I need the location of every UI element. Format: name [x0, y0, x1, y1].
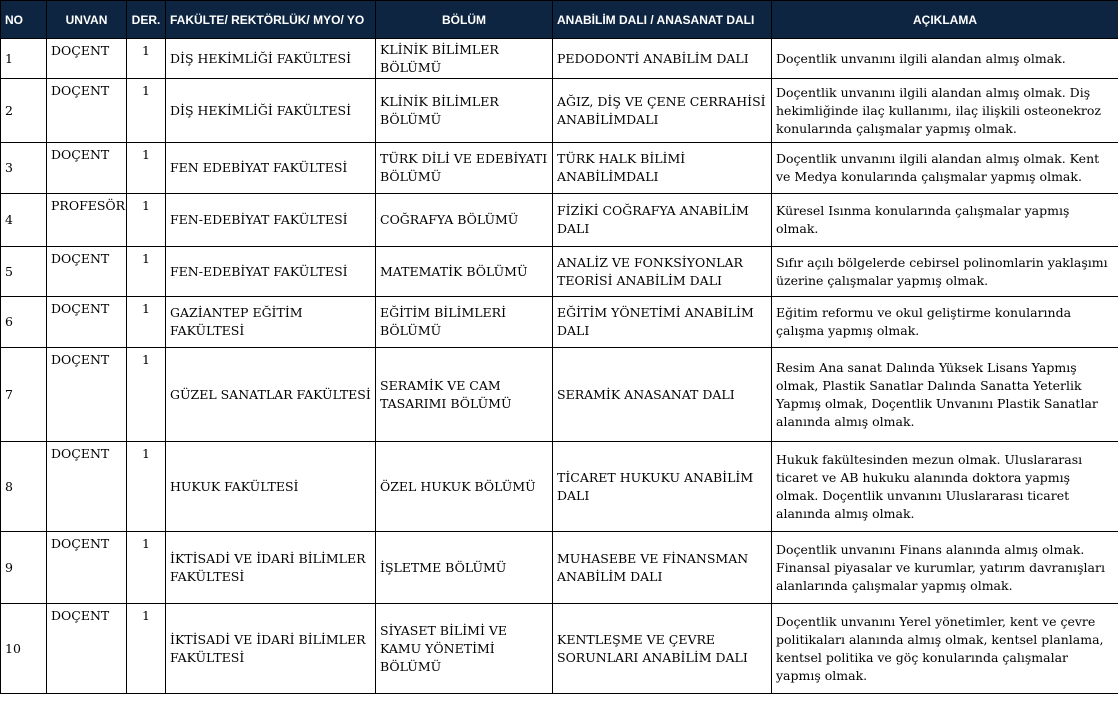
- cell-no: 8: [1, 442, 47, 532]
- cell-bolum: COĞRAFYA BÖLÜMÜ: [376, 194, 553, 247]
- cell-bolum: SİYASET BİLİMİ VE KAMU YÖNETİMİ BÖLÜMÜ: [376, 604, 553, 694]
- cell-anabilim: SERAMİK ANASANAT DALI: [553, 348, 772, 442]
- cell-der: 1: [127, 194, 166, 247]
- table-row: [1, 247, 1118, 297]
- col-header-bolum: BÖLÜM: [376, 1, 553, 39]
- cell-fakulte: FEN EDEBİYAT FAKÜLTESİ: [166, 143, 376, 194]
- col-header-aciklama: AÇIKLAMA: [772, 1, 1118, 39]
- cell-der: 1: [127, 442, 166, 532]
- cell-fakulte: İKTİSADİ VE İDARİ BİLİMLER FAKÜLTESİ: [166, 604, 376, 694]
- cell-anabilim: MUHASEBE VE FİNANSMAN ANABİLİM DALI: [553, 532, 772, 604]
- table-row: [1, 79, 1118, 143]
- cell-no: 3: [1, 143, 47, 194]
- cell-unvan: PROFESÖR: [47, 194, 127, 247]
- table-row: [1, 194, 1118, 247]
- cell-unvan: DOÇENT: [47, 39, 127, 79]
- cell-no: 2: [1, 79, 47, 143]
- cell-anabilim: PEDODONTİ ANABİLİM DALI: [553, 39, 772, 79]
- cell-fakulte: GAZİANTEP EĞİTİM FAKÜLTESİ: [166, 297, 376, 348]
- cell-no: 4: [1, 194, 47, 247]
- cell-no: 9: [1, 532, 47, 604]
- cell-aciklama: Doçentlik unvanını Yerel yönetimler, kent ve çevre politikaları alanında almış olmak, kentsel planlama, kentsel politika ve göç konularında çalışmalar yapmış olmak.: [772, 604, 1118, 694]
- cell-fakulte: HUKUK FAKÜLTESİ: [166, 442, 376, 532]
- col-header-anabilim: ANABİLİM DALI / ANASANAT DALI: [553, 1, 772, 39]
- cell-anabilim: EĞİTİM YÖNETİMİ ANABİLİM DALI: [553, 297, 772, 348]
- cell-anabilim: KENTLEŞME VE ÇEVRE SORUNLARI ANABİLİM DALI: [553, 604, 772, 694]
- cell-no: 6: [1, 297, 47, 348]
- table-row: [1, 297, 1118, 348]
- col-header-no: NO: [1, 1, 47, 39]
- cell-der: 1: [127, 39, 166, 79]
- cell-unvan: DOÇENT: [47, 79, 127, 143]
- table-row: [1, 143, 1118, 194]
- cell-bolum: EĞİTİM BİLİMLERİ BÖLÜMÜ: [376, 297, 553, 348]
- cell-fakulte: GÜZEL SANATLAR FAKÜLTESİ: [166, 348, 376, 442]
- cell-aciklama: Doçentlik unvanını ilgili alandan almış olmak. Diş hekimliğinde ilaç kullanımı, ilaç ilişkili osteonekroz konularında çalışmalar yapmış olmak.: [772, 79, 1118, 143]
- cell-aciklama: Doçentlik unvanını ilgili alandan almış olmak. Kent ve Medya konularında çalışmalar yapmış olmak.: [772, 143, 1118, 194]
- header-row: [1, 1, 1118, 39]
- cell-der: 1: [127, 348, 166, 442]
- cell-no: 7: [1, 348, 47, 442]
- cell-bolum: MATEMATİK BÖLÜMÜ: [376, 247, 553, 297]
- cell-aciklama: Küresel Isınma konularında çalışmalar yapmış olmak.: [772, 194, 1118, 247]
- cell-bolum: ÖZEL HUKUK BÖLÜMÜ: [376, 442, 553, 532]
- cell-unvan: DOÇENT: [47, 247, 127, 297]
- cell-fakulte: İKTİSADİ VE İDARİ BİLİMLER FAKÜLTESİ: [166, 532, 376, 604]
- cell-no: 5: [1, 247, 47, 297]
- cell-aciklama: Doçentlik unvanını ilgili alandan almış olmak.: [772, 39, 1118, 79]
- cell-anabilim: AĞIZ, DİŞ VE ÇENE CERRAHİSİ ANABİLİMDALI: [553, 79, 772, 143]
- table-row: [1, 604, 1118, 694]
- cell-aciklama: Resim Ana sanat Dalında Yüksek Lisans Yapmış olmak, Plastik Sanatlar Dalında Sanatta Yeterlik Yapmış olmak, Doçentlik Unvanını Plastik Sanatlar alanında almış olmak.: [772, 348, 1118, 442]
- cell-bolum: KLİNİK BİLİMLER BÖLÜMÜ: [376, 39, 553, 79]
- cell-no: 1: [1, 39, 47, 79]
- cell-bolum: SERAMİK VE CAM TASARIMI BÖLÜMÜ: [376, 348, 553, 442]
- cell-der: 1: [127, 79, 166, 143]
- cell-aciklama: Doçentlik unvanını Finans alanında almış olmak. Finansal piyasalar ve kurumlar, yatırım davranışları alanlarında çalışmalar yapmış olmak.: [772, 532, 1118, 604]
- cell-fakulte: FEN-EDEBİYAT FAKÜLTESİ: [166, 247, 376, 297]
- cell-aciklama: Sıfır açılı bölgelerde cebirsel polinomlarin yaklaşımı üzerine çalışmalar yapmış olmak.: [772, 247, 1118, 297]
- cell-fakulte: DİŞ HEKİMLİĞİ FAKÜLTESİ: [166, 79, 376, 143]
- cell-fakulte: FEN-EDEBİYAT FAKÜLTESİ: [166, 194, 376, 247]
- cell-unvan: DOÇENT: [47, 442, 127, 532]
- cell-der: 1: [127, 143, 166, 194]
- cell-anabilim: TİCARET HUKUKU ANABİLİM DALI: [553, 442, 772, 532]
- table-row: [1, 348, 1118, 442]
- col-header-der: DER.: [127, 1, 166, 39]
- cell-bolum: KLİNİK BİLİMLER BÖLÜMÜ: [376, 79, 553, 143]
- cell-fakulte: DİŞ HEKİMLİĞİ FAKÜLTESİ: [166, 39, 376, 79]
- cell-no: 10: [1, 604, 47, 694]
- cell-unvan: DOÇENT: [47, 297, 127, 348]
- table-row: [1, 39, 1118, 79]
- cell-der: 1: [127, 247, 166, 297]
- cell-aciklama: Eğitim reformu ve okul geliştirme konularında çalışma yapmış olmak.: [772, 297, 1118, 348]
- cell-unvan: DOÇENT: [47, 604, 127, 694]
- cell-bolum: İŞLETME BÖLÜMÜ: [376, 532, 553, 604]
- cell-anabilim: FİZİKİ COĞRAFYA ANABİLİM DALI: [553, 194, 772, 247]
- cell-unvan: DOÇENT: [47, 532, 127, 604]
- table-body: [1, 39, 1118, 694]
- cell-der: 1: [127, 532, 166, 604]
- table-row: [1, 442, 1118, 532]
- cell-bolum: TÜRK DİLİ VE EDEBİYATI BÖLÜMÜ: [376, 143, 553, 194]
- col-header-unvan: UNVAN: [47, 1, 127, 39]
- cell-unvan: DOÇENT: [47, 143, 127, 194]
- cell-unvan: DOÇENT: [47, 348, 127, 442]
- cell-der: 1: [127, 297, 166, 348]
- cell-der: 1: [127, 604, 166, 694]
- cell-anabilim: ANALİZ VE FONKSİYONLAR TEORİSİ ANABİLİM DALI: [553, 247, 772, 297]
- cell-aciklama: Hukuk fakültesinden mezun olmak. Uluslararası ticaret ve AB hukuku alanında doktora yapmış olmak. Doçentlik unvanını Uluslararası ticaret alanında almış olmak.: [772, 442, 1118, 532]
- cell-anabilim: TÜRK HALK BİLİMİ ANABİLİMDALI: [553, 143, 772, 194]
- col-header-fakulte: FAKÜLTE/ REKTÖRLÜK/ MYO/ YO: [166, 1, 376, 39]
- table-row: [1, 532, 1118, 604]
